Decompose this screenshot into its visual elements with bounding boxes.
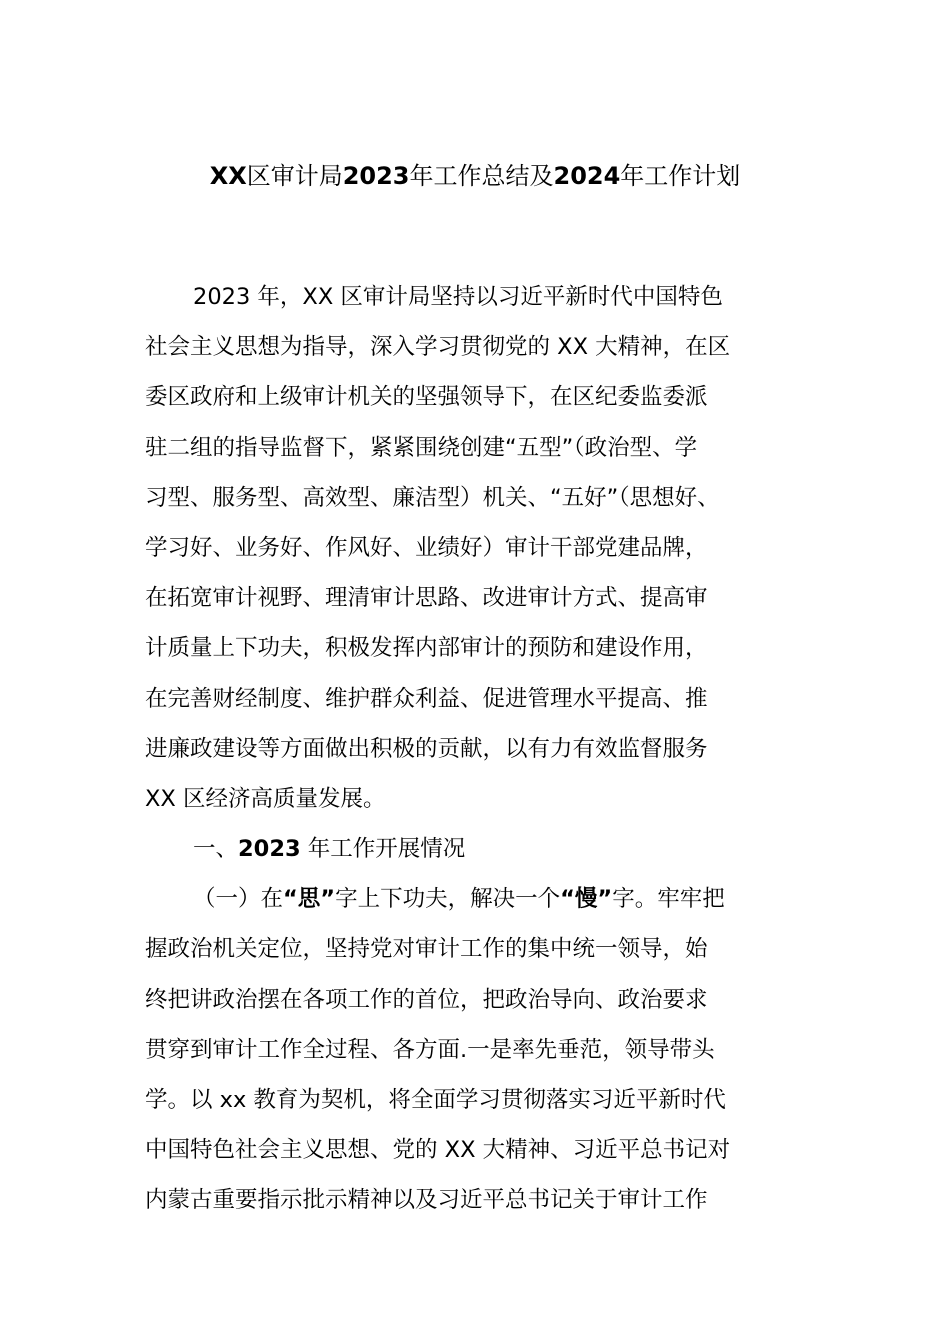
subsection-heading-line: （一）在“思”字上下功夫，解决一个“慢”字。牢牢把 [193, 886, 725, 913]
paragraph-line: 委区政府和上级审计机关的坚强领导下，在区纪委监委派 [145, 384, 708, 411]
paragraph-line: 贯穿到审计工作全过程、各方面.一是率先垂范，领导带头 [145, 1036, 715, 1063]
paragraph-line: 社会主义思想为指导，深入学习贯彻党的 XX 大精神，在区 [145, 334, 731, 361]
document-title: XX区审计局2023年工作总结及2024年工作计划 [209, 162, 741, 190]
paragraph-line: 计质量上下功夫，积极发挥内部审计的预防和建设作用， [145, 635, 708, 662]
paragraph-line: 在拓宽审计视野、理清审计思路、改进审计方式、提高审 [145, 585, 708, 612]
paragraph-line: 内蒙古重要指示批示精神以及习近平总书记关于审计工作 [145, 1187, 708, 1214]
paragraph-line: 进廉政建设等方面做出积极的贡献，以有力有效监督服务 [145, 735, 708, 762]
paragraph-line: 驻二组的指导监督下，紧紧围绕创建“五型”（政治型、学 [145, 434, 698, 461]
paragraph-line: 学习好、业务好、作风好、业绩好）审计干部党建品牌， [145, 534, 708, 561]
paragraph-line: 2023 年，XX 区审计局坚持以习近平新时代中国特色 [193, 284, 723, 310]
paragraph-line: 习型、服务型、高效型、廉洁型）机关、“五好”（思想好、 [145, 484, 720, 511]
paragraph-line: 终把讲政治摆在各项工作的首位，把政治导向、政治要求 [145, 986, 708, 1013]
paragraph-line: 握政治机关定位，坚持党对审计工作的集中统一领导，始 [145, 936, 708, 963]
paragraph-line: 在完善财经制度、维护群众利益、促进管理水平提高、推 [145, 685, 708, 712]
paragraph-line: 学。以 xx 教育为契机，将全面学习贯彻落实习近平新时代 [145, 1087, 726, 1113]
paragraph-line: XX 区经济高质量发展。 [145, 785, 386, 812]
section-heading: 一、2023 年工作开展情况 [193, 836, 466, 863]
paragraph-line: 中国特色社会主义思想、党的 XX 大精神、习近平总书记对 [145, 1137, 731, 1164]
document-body [145, 272, 835, 1226]
